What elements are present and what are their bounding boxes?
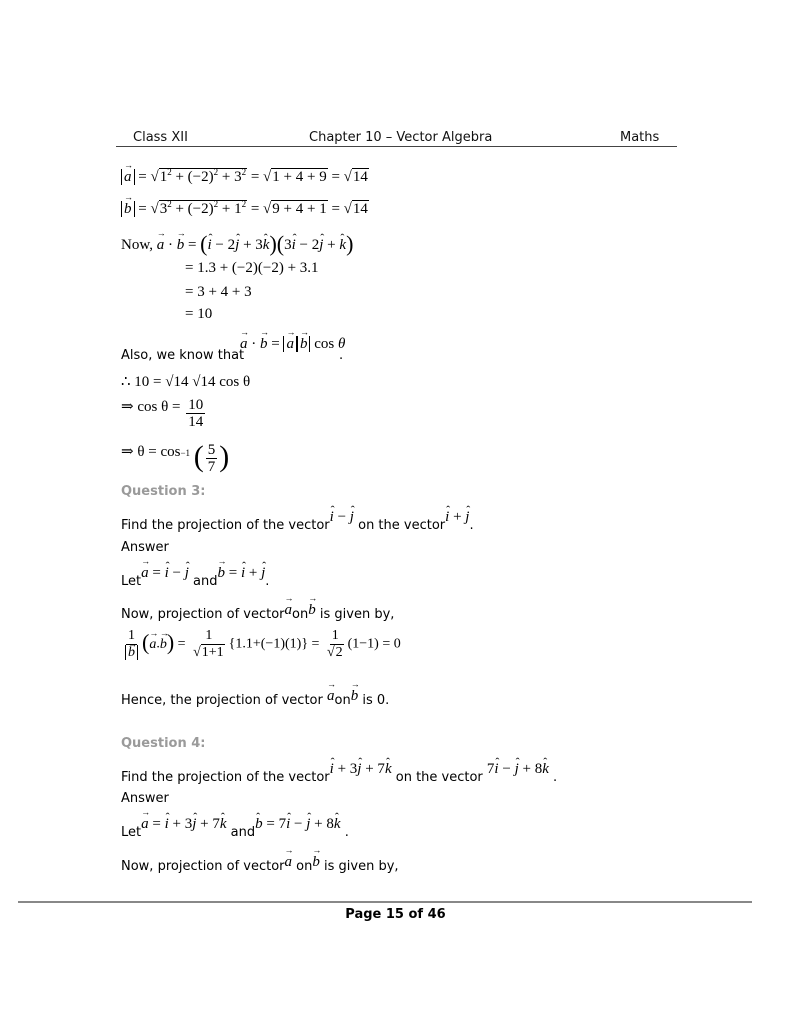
footer-divider [18,901,752,903]
also-end: . [339,348,344,363]
q4-vector-1: i ˆ + 3j ˆ + 7k ˆ [330,761,392,777]
step-3: = 10 [185,306,213,322]
dot-product-equation: Now, a → · b → = (i ˆ − 2j ˆ + 3k ˆ)(3i ˆ − 2j ˆ + k ˆ) [121,231,353,257]
q4-vector-2: 7i ˆ − j ˆ + 8k ˆ [487,761,549,777]
step-2: = 3 + 4 + 3 [185,284,252,300]
question-4-let: Leta → = i ˆ + 3j ˆ + 7k ˆ andb ˆ = 7i ˆ − j ˆ + 8k ˆ . [121,824,349,841]
cos-theta-line: ⇒ cos θ = $\frac{10}{14}$ [121,397,204,431]
question-4-answer-label: Answer [121,791,169,806]
magnitude-a-equation: a → = $√1^2 + (-2)^2 + 3^2 = √1 + 4 + 9 = √14$ [121,167,369,186]
question-3-projection-text: Now, projection of vectora →onb → is given by, [121,606,394,623]
question-4-projection-text: Now, projection of vectora → onb → is given by, [121,858,399,875]
question-3-let: Leta → = i ˆ − j ˆ andb → = i ˆ + j ˆ. [121,573,269,590]
question-4-statement: Find the projection of the vectori ˆ + 3j ˆ + 7k ˆ on the vector 7i ˆ − j ˆ + 8k ˆ . [121,769,557,786]
q3-vector-2: i ˆ + j ˆ [445,509,469,525]
therefore-line: ∴ 10 = √14 √14 cos θ [121,374,251,390]
dot-product-definition: a → · b → = a → b → cos θ [240,336,345,353]
question-3-projection-formula: $\frac{1}{b}$ → (a →.b →) = $\frac{1}{√1+1}$ {1.1+(−1)(1)} = $\frac{1}{√2}$ (1−1) = 0 [121,628,401,661]
question-3-statement: Find the projection of the vectori ˆ − j ˆ on the vectori ˆ + j ˆ. [121,517,474,534]
theta-line: ⇒ $\theta = \cos^{-1}$ ( $\frac{5}{7}$ ) [121,440,230,476]
question-3-answer-label: Answer [121,540,169,555]
header-chapter: Chapter 10 – Vector Algebra [309,130,493,145]
magnitude-b-equation: b → = $√3^2 + (-2)^2 + 1^2 = √9 + 4 + 1 = √14$ [121,199,369,218]
header-class: Class XII [133,130,188,145]
question-3-conclusion: Hence, the projection of vector a →onb → is 0. [121,692,389,709]
header-divider [116,146,677,147]
question-3-title: Question 3: [121,484,206,499]
dot-prefix: Now, [121,237,153,253]
q3-vector-1: i ˆ − j ˆ [330,509,354,525]
question-4-title: Question 4: [121,736,206,751]
also-know-text: Also, we know that [121,348,245,363]
page-number: Page 15 of 46 [345,907,446,922]
header-subject: Maths [620,130,660,145]
step-1: = 1.3 + (−2)(−2) + 3.1 [185,260,319,276]
